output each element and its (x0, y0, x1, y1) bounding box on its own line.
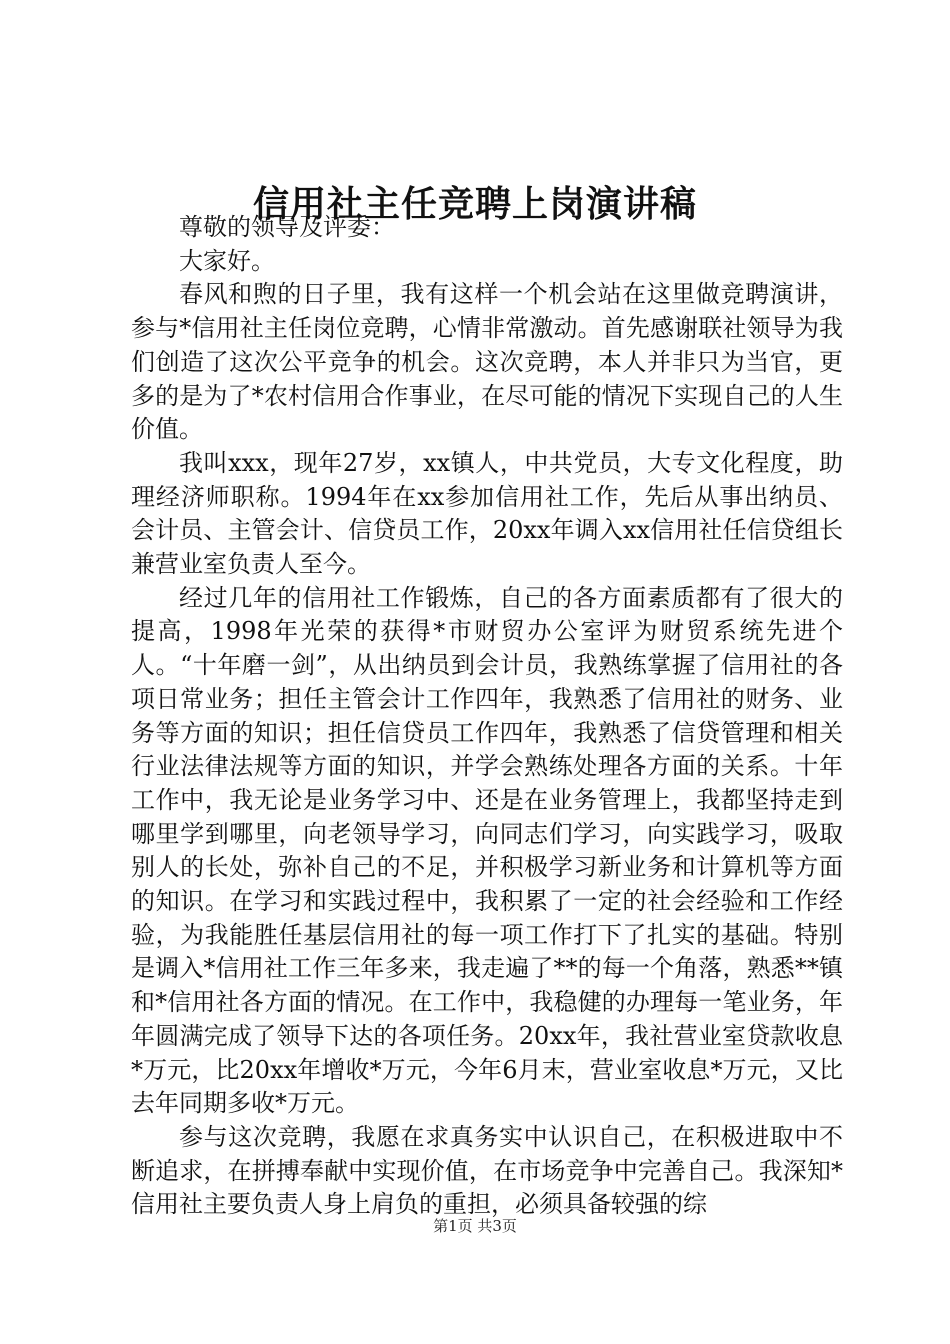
paragraph-opening: 春风和煦的日子里，我有这样一个机会站在这里做竞聘演讲，参与*信用社主任岗位竞聘，心情非常激动。首先感谢联社领导为我们创造了这次公平竞争的机会。这次竞聘，本人并非只为当官，更多的是为了*农村信用合作事业，在尽可能的情况下实现自己的人生价值。 (131, 280, 843, 444)
paragraph-salutation: 尊敬的领导及评委： (179, 213, 395, 241)
paragraph-greeting: 大家好。 (179, 246, 275, 275)
page-number-footer: 第1页 共3页 (433, 1217, 517, 1235)
document-body (131, 211, 843, 1222)
paragraph-motivation: 参与这次竞聘，我愿在求真务实中认识自己，在积极进取中不断追求，在拼搏奉献中实现价值，在市场竞争中完善自己。我深知*信用社主要负责人身上肩负的重担，必须具备较强的综 (131, 1122, 843, 1219)
paragraph-work-experience: 经过几年的信用社工作锻炼，自己的各方面素质都有了很大的提高，1998年光荣的获得*市财贸办公室评为财贸系统先进个人。“十年磨一剑”，从出纳员到会计员，我熟练掌握了信用社的各项日常业务；担任主管会计工作四年，我熟悉了信用社的财务、业务等方面的知识；担任信贷员工作四年，我熟悉了信贷管理和相关行业法律法规等方面的知识，并学会熟练处理各方面的关系。十年工作中，我无论是业务学习中、还是在业务管理上，我都坚持走到哪里学到哪里，向老领导学习，向同志们学习，向实践学习，吸取别人的长处，弥补自己的不足，并积极学习新业务和计算机等方面的知识。在学习和实践过程中，我积累了一定的社会经验和工作经验，为我能胜任基层信用社的每一项工作打下了扎实的基础。特别是调入*信用社工作三年多来，我走遍了**的每一个角落，熟悉**镇和*信用社各方面的情况。在工作中，我稳健的办理每一笔业务，年年圆满完成了领导下达的各项任务。20xx年，我社营业室贷款收息*万元，比20xx年增收*万元，今年6月末，营业室收息*万元，又比去年同期多收*万元。 (131, 583, 843, 1118)
paragraph-self-introduction: 我叫xxx，现年27岁，xx镇人，中共党员，大专文化程度，助理经济师职称。1994年在xx参加信用社工作，先后从事出纳员、会计员、主管会计、信贷员工作，20xx年调入xx信用社任信贷组长兼营业室负责人至今。 (131, 448, 843, 579)
document-title: 信用社主任竞聘上岗演讲稿 (252, 183, 697, 225)
